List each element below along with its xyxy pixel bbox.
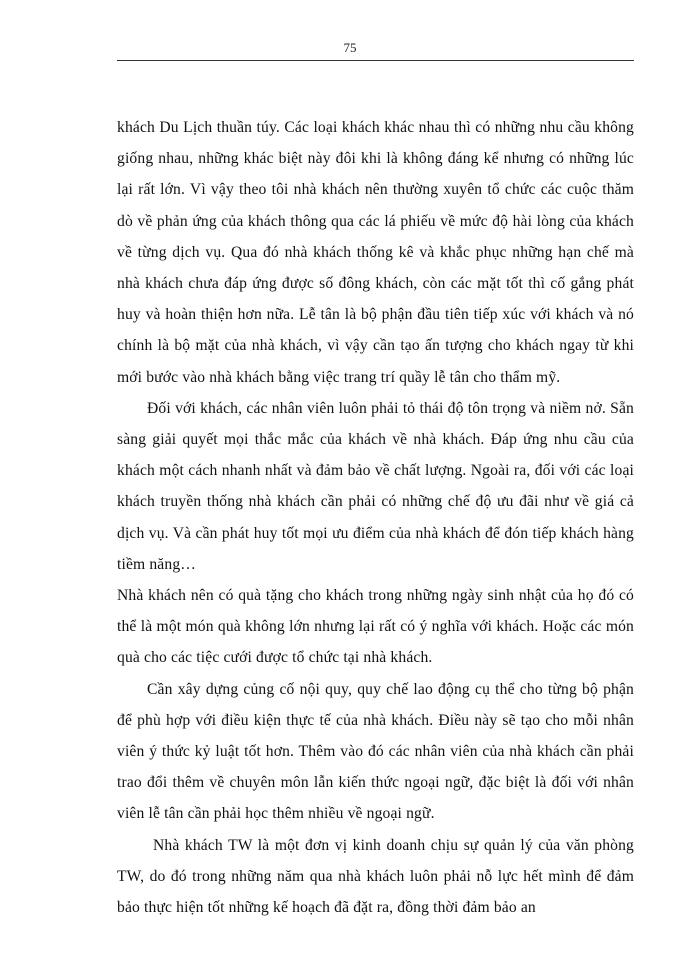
- paragraph-2: Đối với khách, các nhân viên luôn phải tỏ thái độ tôn trọng và niềm nở. Sẵn sàng giải quyết mọi thắc mắc của khách về nhà khách. Đáp ứng nhu cầu của khách một cách nhanh nhất và đảm bảo về chất lượng. Ngoài ra, đối với các loại khách truyền thống nhà khách cần phải có những chế độ ưu đãi như về giá cả dịch vụ. Và cần phát huy tốt mọi ưu điểm của nhà khách để đón tiếp khách hàng tiềm năng…: [117, 399, 634, 573]
- page-number: 75: [343, 40, 357, 55]
- header-rule: [117, 60, 634, 61]
- paragraph-4: Cần xây dựng củng cố nội quy, quy chế lao động cụ thể cho từng bộ phận để phù hợp với điều kiện thực tế của nhà khách. Điều này sẽ tạo cho mỗi nhân viên ý thức kỷ luật tốt hơn. Thêm vào đó các nhân viên của nhà khách cần phải trao đổi thêm về chuyên môn lẫn kiến thức ngoại ngữ, đặc biệt là đối với nhân viên lễ tân cần phải học thêm nhiều về ngoại ngữ.: [117, 680, 634, 823]
- paragraph-3: Nhà khách nên có quà tặng cho khách trong những ngày sinh nhật của họ đó có thể là một món quà không lớn nhưng lại rất có ý nghĩa với khách. Hoặc các món quà cho các tiệc cưới được tổ chức tại nhà khách.: [117, 587, 634, 667]
- body-text: [117, 112, 634, 923]
- paragraph-5: Nhà khách TW là một đơn vị kinh doanh chịu sự quản lý của văn phòng TW, do đó trong những năm qua nhà khách luôn phải nỗ lực hết mình để đảm bảo thực hiện tốt những kế hoạch đã đặt ra, đồng thời đảm bảo an: [117, 836, 634, 917]
- paragraph-1: khách Du Lịch thuần túy. Các loại khách khác nhau thì có những nhu cầu không giống nhau, những khác biệt này đôi khi là không đáng kể nhưng có những lúc lại rất lớn. Vì vậy theo tôi nhà khách nên thường xuyên tổ chức các cuộc thăm dò về phản ứng của khách thông qua các lá phiếu về mức độ hài lòng của khách về từng dịch vụ. Qua đó nhà khách thống kê và khắc phục những hạn chế mà nhà khách chưa đáp ứng được số đông khách, còn các mặt tốt thì cố gắng phát huy và hoàn thiện hơn nữa. Lễ tân là bộ phận đầu tiên tiếp xúc với khách và nó chính là bộ mặt của nhà khách, vì vậy cần tạo ấn tượng cho khách ngay từ khi mới bước vào nhà khách bằng việc trang trí quầy lễ tân cho thẩm mỹ.: [117, 119, 634, 386]
